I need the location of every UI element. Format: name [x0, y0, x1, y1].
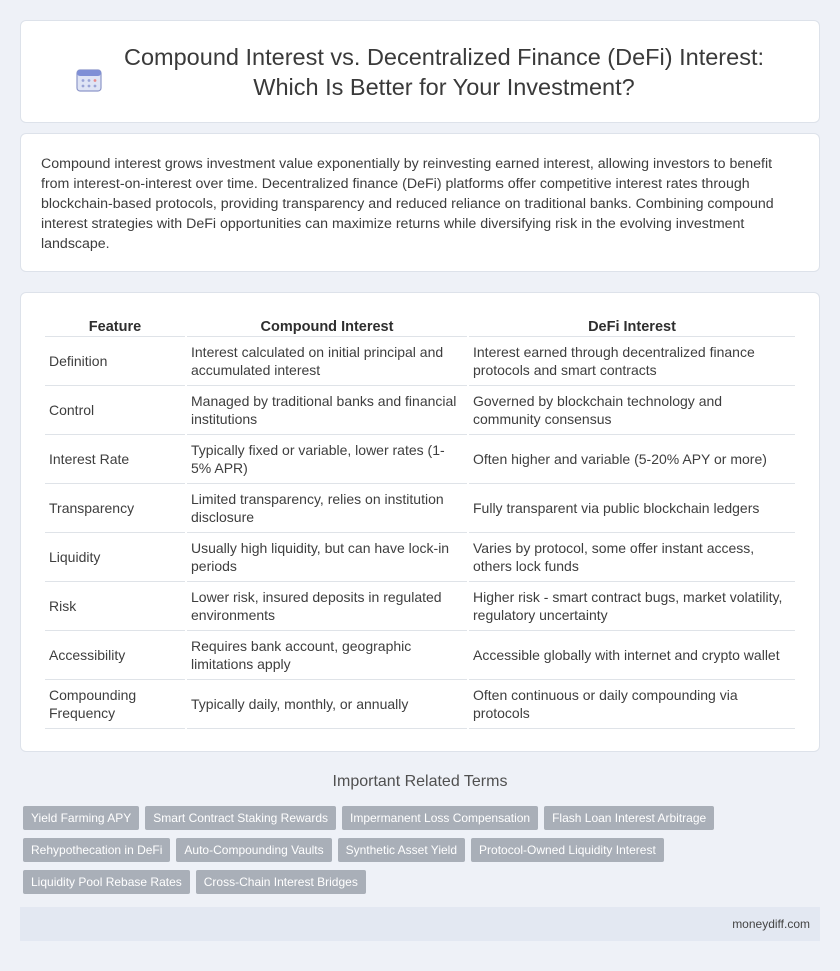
- related-terms: [20, 772, 820, 902]
- header-card: [20, 20, 820, 123]
- page-title-line1: Compound Interest vs. Decentralized Finance (DeFi) Interest:: [124, 43, 764, 70]
- compound-cell: Lower risk, insured deposits in regulated environments: [187, 582, 467, 631]
- related-tag[interactable]: Rehypothecation in DeFi: [23, 838, 170, 862]
- page-title: [124, 42, 764, 102]
- defi-cell: Accessible globally with internet and crypto wallet: [469, 631, 795, 680]
- table-row: [45, 533, 795, 582]
- related-tag[interactable]: Synthetic Asset Yield: [338, 838, 465, 862]
- compound-cell: Typically fixed or variable, lower rates (1-5% APR): [187, 435, 467, 484]
- page-title-line2: Which Is Better for Your Investment?: [253, 73, 635, 100]
- related-tag[interactable]: Smart Contract Staking Rewards: [145, 806, 336, 830]
- feature-cell: Control: [45, 386, 185, 435]
- compound-cell: Typically daily, monthly, or annually: [187, 680, 467, 729]
- related-tag[interactable]: Yield Farming APY: [23, 806, 139, 830]
- table-row: [45, 582, 795, 631]
- feature-cell: Accessibility: [45, 631, 185, 680]
- column-header-defi: DeFi Interest: [469, 313, 795, 337]
- defi-cell: Interest earned through decentralized finance protocols and smart contracts: [469, 337, 795, 386]
- related-tag[interactable]: Cross-Chain Interest Bridges: [196, 870, 366, 894]
- table-header-row: [45, 313, 795, 337]
- column-header-feature: Feature: [45, 313, 185, 337]
- related-tag[interactable]: Flash Loan Interest Arbitrage: [544, 806, 714, 830]
- defi-cell: Governed by blockchain technology and community consensus: [469, 386, 795, 435]
- feature-cell: Liquidity: [45, 533, 185, 582]
- intro-card: [20, 133, 820, 272]
- table-row: [45, 337, 795, 386]
- defi-cell: Often continuous or daily compounding via protocols: [469, 680, 795, 729]
- compound-cell: Managed by traditional banks and financial institutions: [187, 386, 467, 435]
- compound-cell: Limited transparency, relies on institution disclosure: [187, 484, 467, 533]
- footer: [20, 907, 820, 941]
- related-terms-title: Important Related Terms: [332, 773, 508, 790]
- compound-cell: Requires bank account, geographic limitations apply: [187, 631, 467, 680]
- feature-cell: Transparency: [45, 484, 185, 533]
- defi-cell: Often higher and variable (5-20% APY or more): [469, 435, 795, 484]
- table-body: [45, 337, 795, 729]
- intro-paragraph: Compound interest grows investment value exponentially by reinvesting earned interest, allowing investors to benefit from interest-on-interest over time. Decentralized finance (DeFi) platforms offer competitive interest rates through blockchain-based protocols, providing transparency and reduced reliance on traditional banks. Combining compound interest strategies with DeFi opportunities can maximize returns while diversifying risk in the evolving investment landscape.: [41, 156, 774, 252]
- related-tag[interactable]: Liquidity Pool Rebase Rates: [23, 870, 190, 894]
- calendar-icon: [76, 68, 102, 92]
- compound-cell: Interest calculated on initial principal and accumulated interest: [187, 337, 467, 386]
- table-row: [45, 631, 795, 680]
- table-row: [45, 386, 795, 435]
- feature-cell: Interest Rate: [45, 435, 185, 484]
- footer-site[interactable]: moneydiff.com: [732, 917, 810, 931]
- column-header-compound: Compound Interest: [187, 313, 467, 337]
- related-tag[interactable]: Auto-Compounding Vaults: [176, 838, 331, 862]
- defi-cell: Higher risk - smart contract bugs, market volatility, regulatory uncertainty: [469, 582, 795, 631]
- table-row: [45, 484, 795, 533]
- table-row: [45, 680, 795, 729]
- comparison-table: [43, 313, 797, 729]
- table-row: [45, 435, 795, 484]
- related-tag[interactable]: Impermanent Loss Compensation: [342, 806, 538, 830]
- feature-cell: Risk: [45, 582, 185, 631]
- comparison-table-card: [20, 292, 820, 752]
- compound-cell: Usually high liquidity, but can have lock-in periods: [187, 533, 467, 582]
- related-tags: [20, 806, 820, 902]
- defi-cell: Fully transparent via public blockchain ledgers: [469, 484, 795, 533]
- feature-cell: Compounding Frequency: [45, 680, 185, 729]
- feature-cell: Definition: [45, 337, 185, 386]
- related-tag[interactable]: Protocol-Owned Liquidity Interest: [471, 838, 664, 862]
- defi-cell: Varies by protocol, some offer instant access, others lock funds: [469, 533, 795, 582]
